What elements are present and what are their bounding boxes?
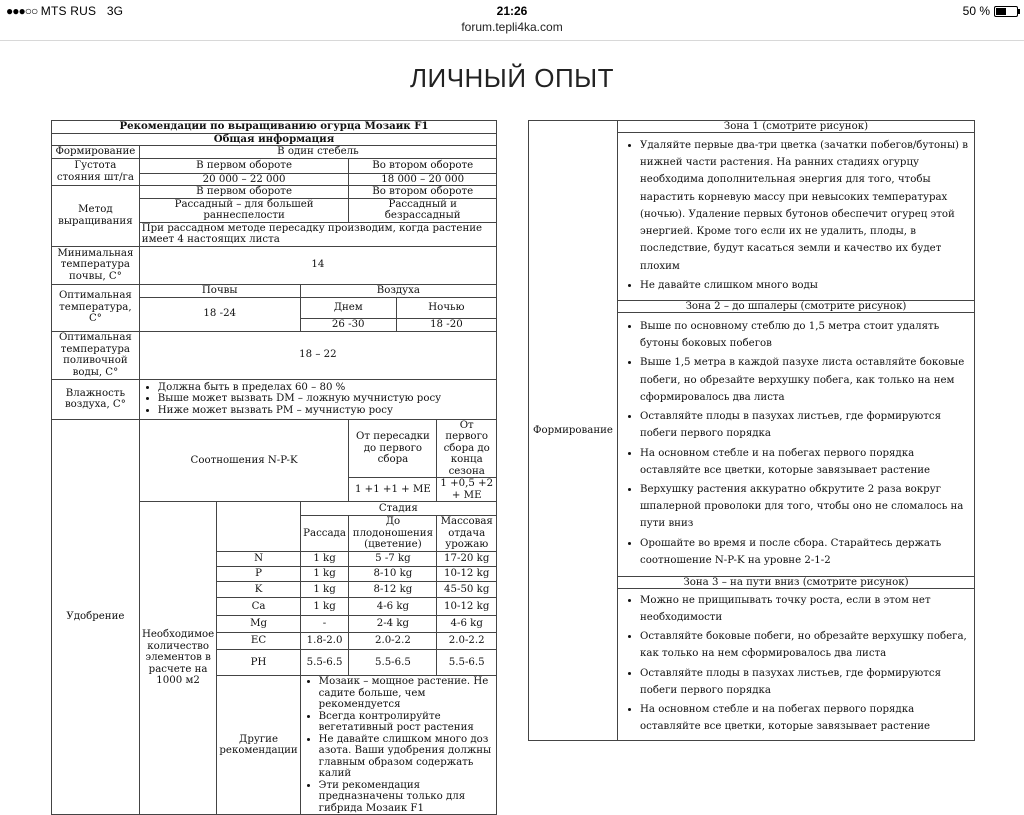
list-item: • Эти рекомендация предназначены только для гибрида Мозаик F1: [319, 780, 494, 815]
other-list-cell: [300, 676, 496, 815]
table-cell: 10-12 kg: [437, 567, 497, 582]
zone1-title: Зона 1 (смотрите рисунок): [618, 121, 975, 133]
density-col2: Во втором обороте: [349, 158, 497, 173]
density-col1: В первом обороте: [139, 158, 349, 173]
stage-header: Стадия: [300, 502, 496, 516]
zone1-list: [620, 135, 972, 298]
table-subtitle: Общая информация: [52, 133, 497, 146]
npk-ratio-label: Соотношения N-P-K: [139, 419, 349, 502]
other-recommendations-list: [303, 676, 494, 814]
element-name: PH: [217, 650, 300, 676]
soil-min-temp-value: 14: [139, 246, 496, 284]
list-item: • Орошайте во время и после сбора. Старайтесь держать соотношение N-P-K на уровне 2-1-2: [640, 535, 968, 569]
opt-temp-day-header: Днем: [300, 297, 396, 318]
fertilizer-label: Удобрение: [52, 419, 140, 815]
humidity-list: [142, 382, 494, 417]
formation-zones-table: [528, 120, 975, 741]
table-cell: 5.5-6.5: [300, 650, 349, 676]
list-item: • Удаляйте первые два-три цветка (зачатки побегов/бутоны) в нижней части растения. На ранних стадиях огурцу необходима дополнительная энергия для того, чтобы нарастить корневую массу при невысоких температурах (ночью). Удаление первых бутонов обеспечит огурец этой энергией. Кроме того если их не удалить, плоды, в последствие, будут касаться земли и качество их будет плохим: [640, 137, 968, 275]
zone2-list: [620, 316, 972, 573]
list-item: • Мозаик – мощное растение. Не садите больше, чем рекомендуется: [319, 676, 494, 711]
zone3-title: Зона 3 – на пути вниз (смотрите рисунок): [618, 577, 975, 589]
list-item: • Ниже может вызвать PM – мучнистую росу: [158, 405, 494, 417]
element-name: Mg: [217, 616, 300, 633]
table-cell: 1.8-2.0: [300, 633, 349, 650]
density-label: Густота стояния шт/га: [52, 158, 140, 186]
list-item: • Выше может вызвать DM – ложную мучнистую росу: [158, 393, 494, 405]
table-cell: 45-50 kg: [437, 582, 497, 598]
method-col2: Во втором обороте: [349, 186, 497, 199]
opt-temp-night-value: 18 -20: [396, 318, 496, 331]
humidity-label: Влажность воздуха, С°: [52, 379, 140, 419]
table-cell: -: [300, 616, 349, 633]
table-title: Рекомендации по выращиванию огурца Мозаик F1: [52, 121, 497, 134]
table-cell: 1 kg: [300, 567, 349, 582]
battery-fill: [996, 8, 1006, 15]
table-cell: 1 kg: [300, 582, 349, 598]
status-bar: [0, 0, 1024, 22]
carrier-name: MTS RUS: [40, 4, 97, 18]
opt-temp-night-header: Ночью: [396, 297, 496, 318]
table-cell: 5.5-6.5: [349, 650, 437, 676]
table-cell: 1 kg: [300, 552, 349, 567]
density-val1: 20 000 – 22 000: [139, 173, 349, 186]
zone2-title: Зона 2 – до шпалеры (смотрите рисунок): [618, 301, 975, 313]
battery-percent: 50 %: [962, 4, 990, 18]
list-item: • Оставляйте боковые побеги, но обрезайте верхушку побега, как только на нем сформировалось два листа: [640, 628, 968, 662]
list-item: • Должна быть в пределах 60 – 80 %: [158, 382, 494, 394]
stage-col-flowering: До плодоношения (цветение): [349, 516, 437, 552]
zone2-content: [618, 313, 975, 577]
network-type: 3G: [106, 4, 124, 18]
opt-temp-soil-value: 18 -24: [139, 297, 300, 331]
humidity-list-cell: [139, 379, 496, 419]
clock: 21:26: [496, 4, 528, 18]
blank-cell: [217, 502, 300, 552]
zone1-content: [618, 133, 975, 301]
list-item: • На основном стебле и на побегах первого порядка оставляйте все цветки, которые завязывает растение: [640, 445, 968, 479]
opt-temp-soil-header: Почвы: [139, 284, 300, 297]
list-item: • Можно не прищипывать точку роста, если в этом нет необходимости: [640, 592, 968, 626]
element-name: EC: [217, 633, 300, 650]
table-cell: 4-6 kg: [349, 598, 437, 616]
npk-first-harvest-value: 1 +0,5 +2 + МЕ: [437, 478, 497, 502]
url-bar[interactable]: forum.tepli4ka.com: [461, 20, 563, 34]
table-cell: 8-10 kg: [349, 567, 437, 582]
soil-min-temp-label: Минимальная температура почвы, С°: [52, 246, 140, 284]
npk-first-harvest-header: От первого сбора до конца сезона: [437, 419, 497, 478]
method-note: При рассадном методе пересадку производим, когда растение имеет 4 настоящих листа: [139, 222, 496, 246]
formation-row-label: Формирование: [529, 121, 618, 741]
formation-label: Формирование: [52, 146, 140, 159]
element-name: Ca: [217, 598, 300, 616]
list-item: • Оставляйте плоды в пазухах листьев, где формируются побеги первого порядка: [640, 665, 968, 699]
method-label: Метод выращивания: [52, 186, 140, 247]
required-elements-label: Необходимое количество элементов в расчете на 1000 м2: [139, 502, 217, 815]
npk-transplant-header: От пересадки до первого сбора: [349, 419, 437, 478]
battery-indicator: [963, 4, 1018, 18]
zone3-content: [618, 589, 975, 741]
water-temp-value: 18 – 22: [139, 331, 496, 379]
table-cell: 2.0-2.2: [349, 633, 437, 650]
list-item: • Оставляйте плоды в пазухах листьев, где формируются побеги первого порядка: [640, 408, 968, 442]
signal-strength-icon: ●●●○○: [6, 4, 38, 18]
method-val2: Рассадный и безрассадный: [349, 198, 497, 222]
element-name: P: [217, 567, 300, 582]
table-cell: 2.0-2.2: [437, 633, 497, 650]
list-item: • Выше 1,5 метра в каждой пазухе листа оставляйте боковые побеги, но обрезайте верхушку побега, как только на нем сформировалось два листа: [640, 354, 968, 406]
table-cell: 5 -7 kg: [349, 552, 437, 567]
element-name: K: [217, 582, 300, 598]
table-cell: 5.5-6.5: [437, 650, 497, 676]
npk-transplant-value: 1 +1 +1 + МЕ: [349, 478, 437, 502]
element-name: N: [217, 552, 300, 567]
table-cell: 4-6 kg: [437, 616, 497, 633]
page-title: ЛИЧНЫЙ ОПЫТ: [409, 63, 615, 93]
other-label: Другие рекомендации: [217, 676, 300, 815]
list-item: • Выше по основному стеблю до 1,5 метра стоит удалять бутоны боковых побегов: [640, 318, 968, 352]
opt-temp-day-value: 26 -30: [300, 318, 396, 331]
opt-temp-label: Оптимальная температура, С°: [52, 284, 140, 331]
water-temp-label: Оптимальная температура поливочной воды, С°: [52, 331, 140, 379]
table-cell: 2-4 kg: [349, 616, 437, 633]
zone3-list: [620, 590, 972, 740]
list-item: • На основном стебле и на побегах первого порядка оставляйте все цветки, которые завязывает растение: [640, 701, 968, 735]
density-val2: 18 000 – 20 000: [349, 173, 497, 186]
table-cell: 17-20 kg: [437, 552, 497, 567]
method-val1: Рассадный – для большей раннеспелости: [139, 198, 349, 222]
formation-value: В один стебель: [139, 146, 496, 159]
table-cell: 10-12 kg: [437, 598, 497, 616]
list-item: • Верхушку растения аккуратно обкрутите 2 раза вокруг шпалерной проволоки для того, чтобы оно не сломалось на пути вниз: [640, 481, 968, 533]
table-cell: 8-12 kg: [349, 582, 437, 598]
opt-temp-air-header: Воздуха: [300, 284, 496, 297]
recommendations-table: [51, 120, 497, 815]
table-cell: 1 kg: [300, 598, 349, 616]
list-item: • Не давайте слишком много доз азота. Ваши удобрения должны главным образом содержать калий: [319, 734, 494, 780]
divider: [0, 40, 1024, 41]
list-item: • Всегда контролируйте вегетативный рост растения: [319, 711, 494, 734]
list-item: • Не давайте слишком много воды: [640, 277, 968, 294]
battery-icon: [994, 6, 1018, 17]
stage-col-seedling: Рассада: [300, 516, 349, 552]
method-col1: В первом обороте: [139, 186, 349, 199]
stage-col-mass-yield: Массовая отдача урожаю: [437, 516, 497, 552]
